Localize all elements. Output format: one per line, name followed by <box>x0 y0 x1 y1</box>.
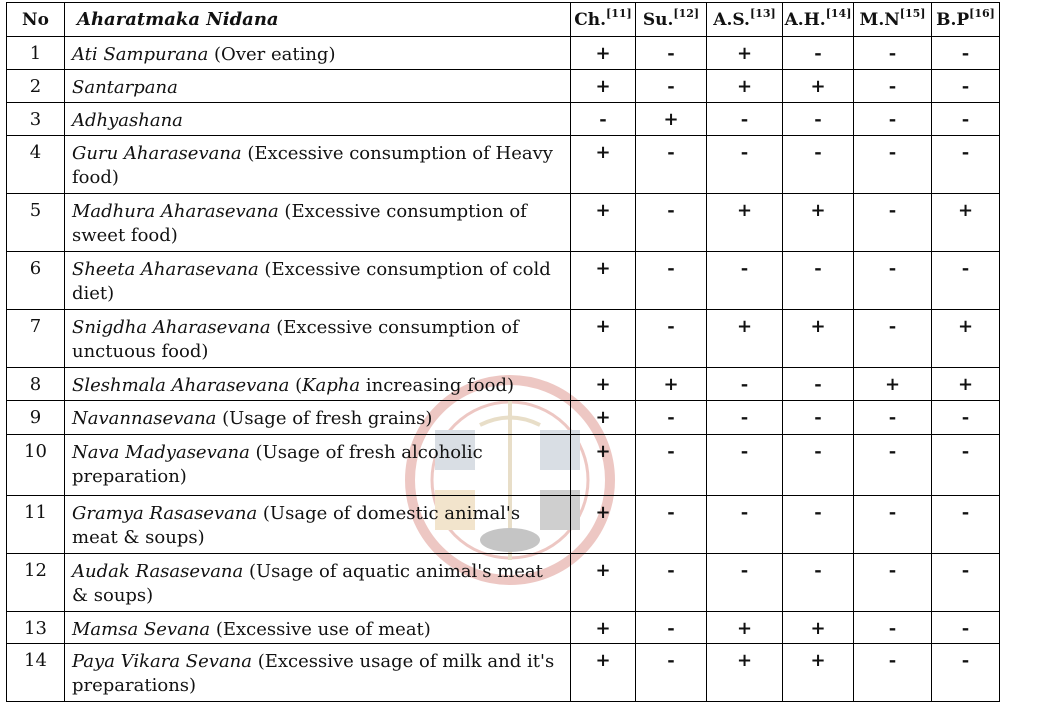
mark-mn: - <box>854 554 932 612</box>
mark-ah: - <box>783 368 854 401</box>
nidana-description <box>65 612 571 644</box>
mark-su: - <box>636 310 707 368</box>
nidana-translation: (Usage of fresh alcoholic preparation) <box>72 442 483 487</box>
mark-su: - <box>636 252 707 310</box>
col-header-bp: B.P[16] <box>932 3 1000 37</box>
mark-as: + <box>707 70 783 103</box>
table-row <box>7 310 1000 368</box>
nidana-description <box>65 435 571 496</box>
mark-ah: - <box>783 103 854 136</box>
nidana-name: Guru Aharasevana <box>72 143 242 164</box>
nidana-desc-italic: Kapha <box>302 375 361 396</box>
nidana-description <box>65 496 571 554</box>
nidana-description <box>65 368 571 401</box>
mark-as: + <box>707 644 783 702</box>
nidana-translation: (Excessive consumption of Heavy food) <box>72 143 553 188</box>
mark-mn: + <box>854 368 932 401</box>
nidana-description <box>65 103 571 136</box>
mark-su: - <box>636 496 707 554</box>
mark-mn: - <box>854 136 932 194</box>
mark-ah: + <box>783 194 854 252</box>
nidana-description <box>65 194 571 252</box>
nidana-name: Madhura Aharasevana <box>72 201 279 222</box>
nidana-name: Ati Sampurana <box>72 44 209 65</box>
row-number: 12 <box>7 554 65 612</box>
nidana-description <box>65 136 571 194</box>
col-header-mn: M.N[15] <box>854 3 932 37</box>
mark-ah: - <box>783 401 854 435</box>
table-row <box>7 368 1000 401</box>
nidana-name: Mamsa Sevana <box>72 619 211 640</box>
mark-bp: - <box>932 136 1000 194</box>
mark-ch: + <box>571 435 636 496</box>
row-number: 7 <box>7 310 65 368</box>
mark-mn: - <box>854 70 932 103</box>
nidana-translation: (Excessive consumption of sweet food) <box>72 201 527 246</box>
mark-su: - <box>636 70 707 103</box>
mark-as: - <box>707 554 783 612</box>
table-row <box>7 401 1000 435</box>
mark-ch: + <box>571 401 636 435</box>
mark-ch: + <box>571 37 636 70</box>
nidana-description <box>65 310 571 368</box>
mark-su: - <box>636 612 707 644</box>
table-row <box>7 194 1000 252</box>
mark-ah: + <box>783 644 854 702</box>
mark-ch: + <box>571 194 636 252</box>
mark-as: + <box>707 310 783 368</box>
mark-bp: - <box>932 70 1000 103</box>
header-row <box>7 3 1000 37</box>
mark-bp: - <box>932 435 1000 496</box>
mark-mn: - <box>854 103 932 136</box>
mark-ch: + <box>571 368 636 401</box>
mark-ah: + <box>783 310 854 368</box>
col-header-su: Su.[12] <box>636 3 707 37</box>
mark-mn: - <box>854 435 932 496</box>
mark-su: - <box>636 644 707 702</box>
nidana-name: Nava Madyasevana <box>72 442 250 463</box>
nidana-description <box>65 70 571 103</box>
mark-ch: + <box>571 612 636 644</box>
row-number: 11 <box>7 496 65 554</box>
mark-mn: - <box>854 644 932 702</box>
nidana-description <box>65 401 571 435</box>
mark-bp: - <box>932 554 1000 612</box>
table-row <box>7 70 1000 103</box>
mark-mn: - <box>854 612 932 644</box>
nidana-translation: (Usage of fresh grains) <box>216 408 433 429</box>
row-number: 9 <box>7 401 65 435</box>
mark-ch: + <box>571 252 636 310</box>
nidana-translation: (Excessive use of meat) <box>210 619 431 640</box>
mark-mn: - <box>854 310 932 368</box>
mark-bp: - <box>932 644 1000 702</box>
mark-mn: - <box>854 37 932 70</box>
mark-as: - <box>707 401 783 435</box>
mark-as: - <box>707 435 783 496</box>
table-row <box>7 435 1000 496</box>
mark-su: - <box>636 435 707 496</box>
nidana-translation: (Usage of aquatic animal's meat & soups) <box>72 561 543 606</box>
row-number: 8 <box>7 368 65 401</box>
mark-ah: - <box>783 554 854 612</box>
row-number: 3 <box>7 103 65 136</box>
mark-as: - <box>707 103 783 136</box>
col-header-ch: Ch.[11] <box>571 3 636 37</box>
mark-ah: + <box>783 70 854 103</box>
mark-as: + <box>707 194 783 252</box>
mark-ah: - <box>783 435 854 496</box>
mark-su: - <box>636 554 707 612</box>
nidana-description <box>65 252 571 310</box>
table-body <box>7 37 1000 702</box>
row-number: 10 <box>7 435 65 496</box>
nidana-translation: (Excessive consumption of cold diet) <box>72 259 551 304</box>
row-number: 14 <box>7 644 65 702</box>
mark-ah: - <box>783 252 854 310</box>
mark-as: + <box>707 37 783 70</box>
mark-ah: - <box>783 136 854 194</box>
mark-bp: + <box>932 310 1000 368</box>
mark-bp: - <box>932 401 1000 435</box>
mark-su: - <box>636 136 707 194</box>
table-row <box>7 37 1000 70</box>
nidana-translation: increasing food) <box>360 375 514 396</box>
mark-ch: + <box>571 554 636 612</box>
mark-su: - <box>636 194 707 252</box>
mark-bp: + <box>932 368 1000 401</box>
row-number: 13 <box>7 612 65 644</box>
nidana-translation: (Excessive consumption of unctuous food) <box>72 317 519 362</box>
mark-bp: - <box>932 37 1000 70</box>
mark-ch: + <box>571 496 636 554</box>
nidana-name: Sleshmala Aharasevana <box>72 375 290 396</box>
mark-mn: - <box>854 194 932 252</box>
nidana-description <box>65 37 571 70</box>
mark-ah: + <box>783 612 854 644</box>
mark-ch: + <box>571 310 636 368</box>
mark-bp: - <box>932 496 1000 554</box>
row-number: 1 <box>7 37 65 70</box>
mark-as: + <box>707 612 783 644</box>
mark-as: - <box>707 136 783 194</box>
mark-ch: + <box>571 136 636 194</box>
table-row <box>7 496 1000 554</box>
mark-su: + <box>636 368 707 401</box>
table-row <box>7 103 1000 136</box>
row-number: 4 <box>7 136 65 194</box>
table-row <box>7 554 1000 612</box>
nidana-translation: (Usage of domestic animal's meat & soups) <box>72 503 521 548</box>
mark-bp: - <box>932 612 1000 644</box>
row-number: 6 <box>7 252 65 310</box>
col-header-ah: A.H.[14] <box>783 3 854 37</box>
nidana-name: Santarpana <box>72 77 178 98</box>
col-header-nidana: Aharatmaka Nidana <box>65 3 571 37</box>
col-header-no: No <box>7 3 65 37</box>
mark-mn: - <box>854 496 932 554</box>
mark-mn: - <box>854 252 932 310</box>
table-row <box>7 644 1000 702</box>
mark-as: - <box>707 368 783 401</box>
mark-ch: + <box>571 644 636 702</box>
row-number: 5 <box>7 194 65 252</box>
mark-bp: - <box>932 252 1000 310</box>
nidana-description <box>65 554 571 612</box>
nidana-description <box>65 644 571 702</box>
table-row <box>7 136 1000 194</box>
nidana-translation: (Excessive usage of milk and it's preparations) <box>72 651 555 696</box>
nidana-name: Sheeta Aharasevana <box>72 259 259 280</box>
nidana-name: Audak Rasasevana <box>72 561 244 582</box>
mark-ch: + <box>571 70 636 103</box>
nidana-desc-prefix: ( <box>289 375 303 396</box>
nidana-name: Gramya Rasasevana <box>72 503 258 524</box>
nidana-name: Adhyashana <box>72 110 183 131</box>
mark-as: - <box>707 496 783 554</box>
nidana-name: Snigdha Aharasevana <box>72 317 271 338</box>
mark-ch: - <box>571 103 636 136</box>
mark-bp: + <box>932 194 1000 252</box>
nidana-name: Navannasevana <box>72 408 217 429</box>
mark-mn: - <box>854 401 932 435</box>
table-row <box>7 252 1000 310</box>
nidana-table <box>6 2 1000 702</box>
row-number: 2 <box>7 70 65 103</box>
mark-su: - <box>636 401 707 435</box>
mark-as: - <box>707 252 783 310</box>
mark-su: - <box>636 37 707 70</box>
mark-su: + <box>636 103 707 136</box>
nidana-name: Paya Vikara Sevana <box>72 651 252 672</box>
mark-ah: - <box>783 37 854 70</box>
mark-bp: - <box>932 103 1000 136</box>
mark-ah: - <box>783 496 854 554</box>
table-row <box>7 612 1000 644</box>
col-header-as: A.S.[13] <box>707 3 783 37</box>
nidana-translation: (Over eating) <box>208 44 336 65</box>
